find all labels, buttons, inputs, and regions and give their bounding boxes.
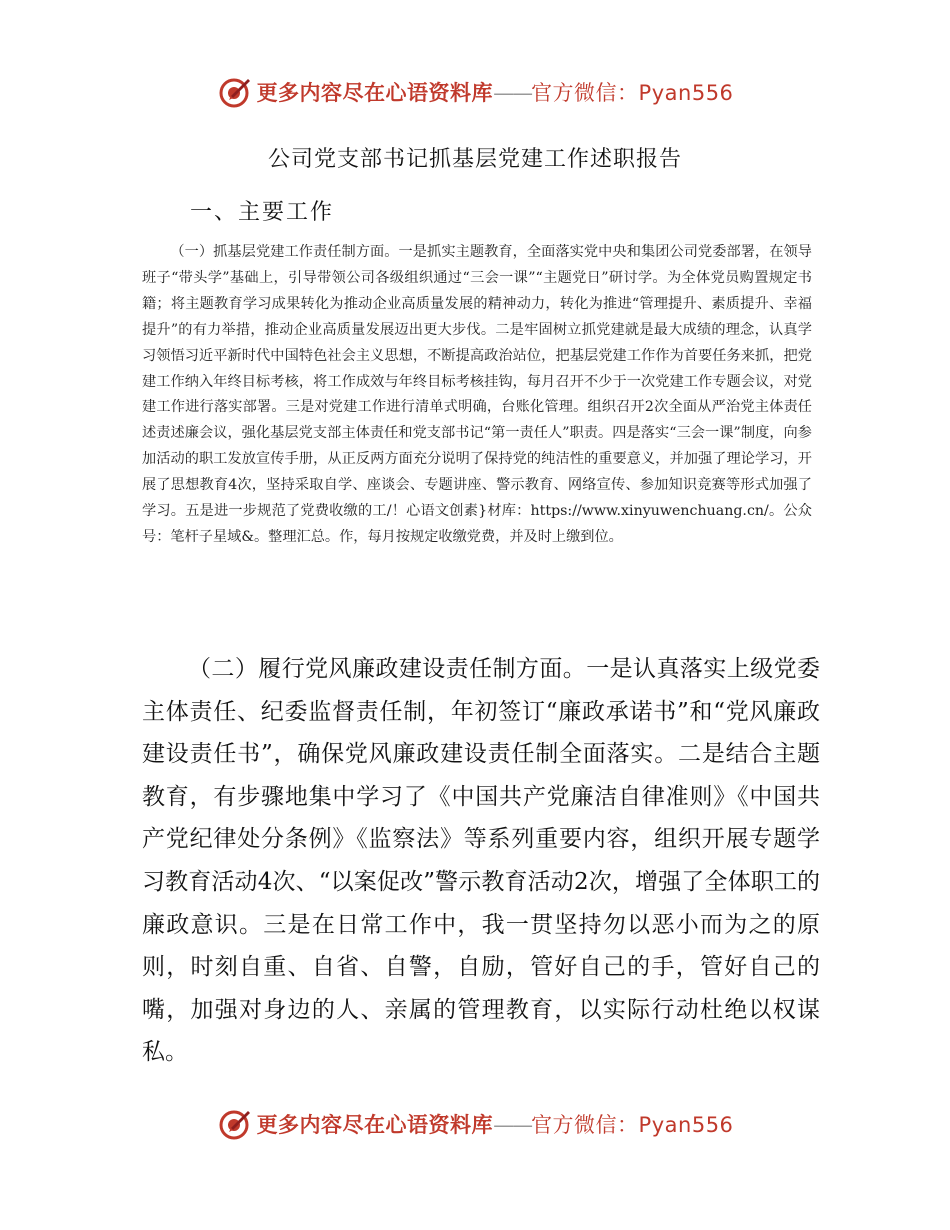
pen-logo-icon: [217, 1106, 253, 1142]
paragraph-responsibility: （一）抓基层党建工作责任制方面。一是抓实主题教育，全面落实党中央和集团公司党委部署，在领导班子“带头学”基础上，引导带领公司各级组织通过“三会一课”“主题党日”研讨学。为全体党员购置规定书籍；将主题教育学习成果转化为推动企业高质量发展的精神动力，转化为推进“管理提升、素质提升、幸福提升”的有力举措，推动企业高质量发展迈出更大步伐。二是牢固树立抓党建就是最大成绩的理念，认真学习领悟习近平新时代中国特色社会主义思想，不断提高政治站位，把基层党建工作作为首要任务来抓，把党建工作纳入年终目标考核，将工作成效与年终目标考核挂钩，每月召开不少于一次党建工作专题会议，对党建工作进行落实部署。三是对党建工作进行清单式明确，台账化管理。组织召开2次全面从严治党主体责任述责述廉会议，强化基层党支部主体责任和党支部书记“第一责任人”职责。四是落实“三会一课”制度，向参加活动的职工发放宣传手册，从正反两方面充分说明了保持党的纯洁性的重要意义，并加强了理论学习，开展了思想教育4次，坚持采取自学、座谈会、专题讲座、警示教育、网络宣传、参加知识竞赛等形式加强了学习。五是进一步规范了党费收缴的工/！心语文创素}材库：https://www.xinyuwenchuang.cn/。公众号：笔杆子星域&。整理汇总。作，每月按规定收缴党费，并及时上缴到位。: [142, 244, 812, 545]
banner-text: 更多内容尽在心语资料库——官方微信：Pyan556: [256, 81, 734, 105]
pen-logo-icon: [217, 74, 253, 110]
banner-text: 更多内容尽在心语资料库——官方微信：Pyan556: [256, 1113, 734, 1137]
header-banner: [0, 70, 950, 114]
document-title: 公司党支部书记抓基层党建工作述职报告: [267, 147, 682, 172]
section-heading: 一、主要工作: [190, 200, 335, 225]
paragraph-integrity: （二）履行党风廉政建设责任制方面。一是认真落实上级党委主体责任、纪委监督责任制，年初签订“廉政承诺书”和“党风廉政建设责任书”，确保党风廉政建设责任制全面落实。二是结合主题教育，有步骤地集中学习了《中国共产党廉洁自律准则》《中国共产党纪律处分条例》《监察法》等系列重要内容，组织开展专题学习教育活动4次、“以案促改”警示教育活动2次，增强了全体职工的廉政意识。三是在日常工作中，我一贯坚持勿以恶小而为之的原则，时刻自重、自省、自警，自励，管好自己的手，管好自己的嘴，加强对身边的人、亲属的管理教育，以实际行动杜绝以权谋私。: [142, 656, 820, 1066]
footer-banner: [0, 1102, 950, 1146]
